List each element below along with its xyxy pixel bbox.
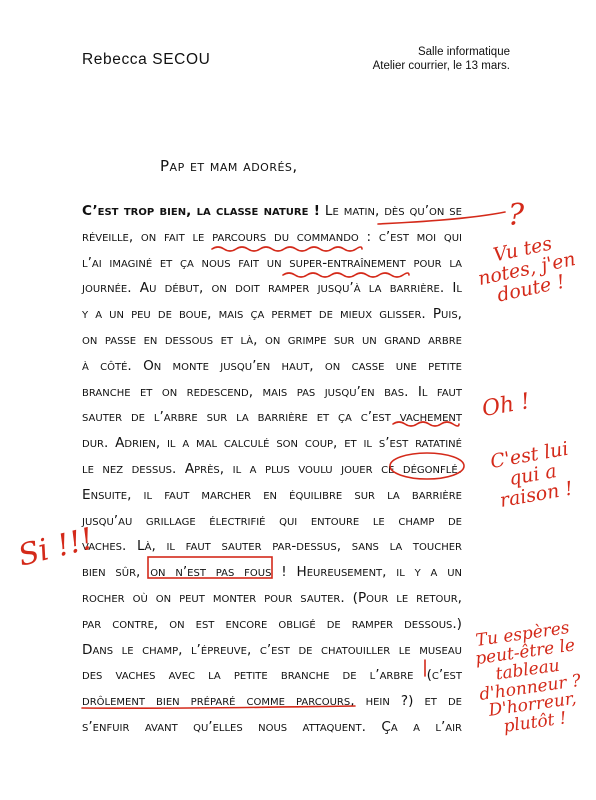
letter-text: par contre, on est encore obligé de ramper dessous.) bbox=[82, 615, 462, 632]
date-line: Atelier courrier, le 13 mars. bbox=[372, 60, 510, 72]
greeting: Pap et mam adorés, bbox=[160, 157, 298, 175]
letter-text: pour la bbox=[405, 254, 462, 271]
margin-note-oh: Oh ! bbox=[480, 389, 532, 422]
letter-line bbox=[82, 638, 462, 664]
letter-text: Le matin, bbox=[319, 203, 385, 219]
letter-line bbox=[82, 612, 462, 638]
letter-line bbox=[82, 509, 462, 535]
letter-text: parcours du commando bbox=[212, 228, 359, 245]
question-mark: ? bbox=[508, 198, 525, 233]
letter-text: ! Heureusement, il y a un bbox=[271, 564, 463, 581]
letter-line bbox=[82, 483, 462, 509]
letter-text: : c’est moi qui bbox=[358, 228, 462, 245]
letter-line bbox=[82, 354, 462, 380]
letter-text: le nez dessus. Après, il a plus voulu jouer ce bbox=[82, 460, 403, 477]
letter-line bbox=[82, 328, 462, 354]
letter-text: journée. Au début, on doit ramper jusqu’à la barrière. Il bbox=[82, 280, 462, 297]
letter-text: Ensuite, il faut marcher en équilibre sur la barrière bbox=[82, 486, 462, 503]
letter-line bbox=[82, 586, 462, 612]
letter-text: vachement bbox=[399, 409, 462, 426]
location-label: Salle informatique bbox=[417, 46, 510, 58]
letter-text: dur. Adrien, il a mal calculé son coup, et il s’est ratatiné bbox=[82, 435, 462, 452]
letter-line bbox=[82, 431, 462, 457]
letter-text: on passe en dessous et là, on grimpe sur un grand arbre bbox=[82, 331, 462, 348]
letter-line bbox=[82, 276, 462, 302]
letter-text: super-entraînement bbox=[289, 254, 406, 271]
letter-text: sauter de l’arbre sur la barrière et ça c’est bbox=[82, 409, 400, 426]
letter-line bbox=[82, 302, 462, 328]
letter-text: l’ai imaginé et ça nous fait un bbox=[82, 254, 290, 271]
letter-text: vaches. Là, il faut sauter par-dessus, sans la toucher bbox=[82, 538, 462, 555]
letter-text: y a un peu de boue, mais ça permet de mieux glisser. Puis, bbox=[82, 306, 462, 323]
letter-text: branche et on redescend, mais pas jusqu’en bas. Il faut bbox=[82, 383, 462, 400]
letter-text: s’enfuir avant qu’elles nous attaquent. Ça a l’air bbox=[82, 718, 462, 735]
letter-text: dès qu’on se bbox=[384, 203, 462, 219]
letter-line bbox=[82, 251, 462, 277]
letter-line bbox=[82, 663, 462, 689]
letter-text: jusqu’au grillage électrifié qui entoure le champ de bbox=[82, 512, 462, 529]
letter-meta bbox=[373, 45, 510, 73]
letter-body bbox=[82, 199, 462, 741]
margin-note-tableau: Tu espères peut-être le tableau d'honneur ? D'horreur, plutôt ! bbox=[474, 617, 583, 738]
letter-text: C’est trop bien, la classe nature ! bbox=[82, 203, 320, 219]
letter-line bbox=[82, 689, 462, 715]
letter-line bbox=[82, 534, 462, 560]
author-name: Rebecca SECOU bbox=[82, 51, 211, 68]
letter-text: , hein ?) et de bbox=[350, 693, 462, 710]
margin-note-doubt: Vu tes notes, j'en doute ! bbox=[476, 232, 578, 307]
letter-line bbox=[82, 199, 462, 225]
letter-line bbox=[82, 457, 462, 483]
letter-line bbox=[82, 560, 462, 586]
letter-text: bien sûr, bbox=[82, 564, 151, 581]
letter-line bbox=[82, 380, 462, 406]
letter-text: drôlement bien préparé comme parcours bbox=[82, 693, 351, 710]
letter-line bbox=[82, 225, 462, 251]
margin-note-he-is-right: C'est lui qui a raison ! bbox=[488, 437, 575, 512]
letter-line bbox=[82, 405, 462, 431]
letter-text: des vaches avec la petite branche de l’arbre (c’est bbox=[82, 667, 462, 684]
letter-text: dégonflé. bbox=[402, 460, 462, 477]
letter-line bbox=[82, 715, 462, 741]
letter-text: on n’est pas fous bbox=[150, 564, 272, 581]
letter-text: Dans le champ, l’épreuve, c’est de chatouiller le museau bbox=[82, 641, 462, 658]
letter-text: réveille, on fait le bbox=[82, 228, 213, 245]
letter-text: à côté. On monte jusqu’en haut, on casse une petite bbox=[82, 357, 462, 374]
letter-text: rocher où on peut monter pour sauter. (Pour le retour, bbox=[82, 589, 462, 606]
margin-note-si: Si !!! bbox=[14, 521, 97, 574]
